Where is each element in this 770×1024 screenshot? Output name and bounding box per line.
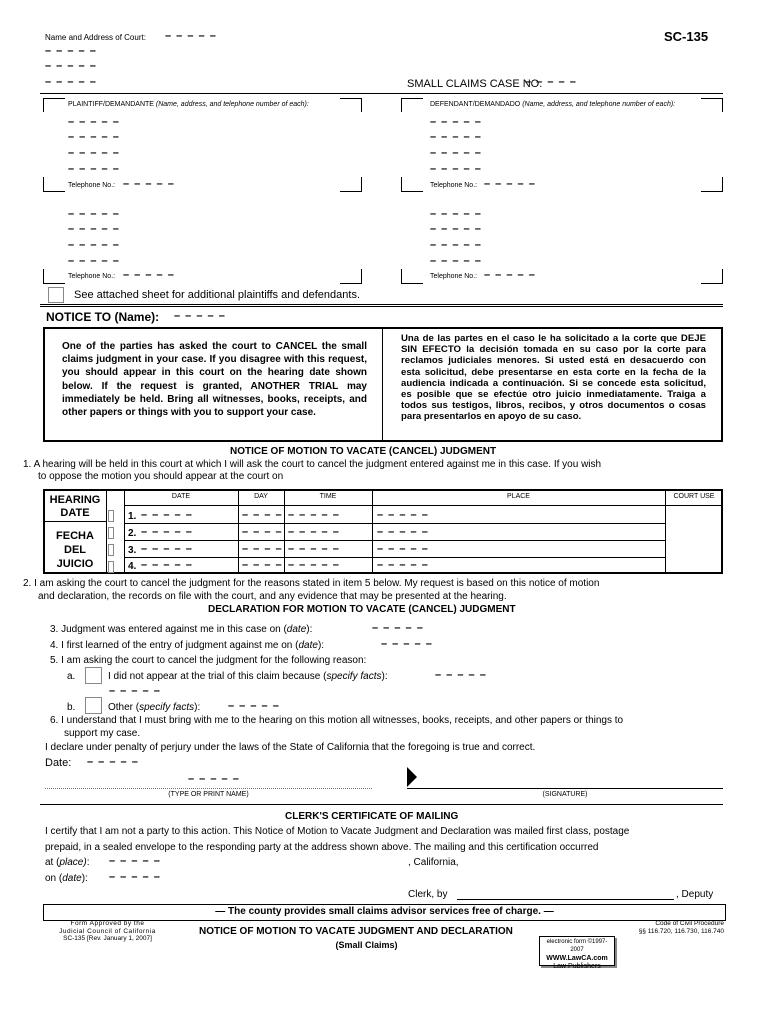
item3-text: 3. Judgment was entered against me in this case on (date):	[50, 624, 313, 635]
row1-checkbox[interactable]	[108, 510, 114, 522]
plaintiff2-telephone-label: Telephone No.:	[68, 273, 116, 280]
date-label: Date:	[45, 757, 72, 769]
plaintiff1-telephone-label: Telephone No.:	[68, 182, 116, 189]
code-of-civil-procedure: Code of Civil Procedure §§ 116.720, 116.730, 116.740	[638, 920, 724, 935]
row1-number: 1.	[128, 511, 137, 522]
defendant1-telephone-label: Telephone No.:	[430, 182, 478, 189]
at-place-label: at (place):	[45, 857, 90, 868]
attached-sheet-label: See attached sheet for additional plaintiffs and defendants.	[74, 289, 361, 301]
plaintiff2-line4[interactable]: – – – – –	[68, 255, 120, 267]
row2-place[interactable]: – – – – –	[377, 526, 429, 538]
clerk-line2: prepaid, in a sealed envelope to the responding party at the address shown above. The mailing and this certification occurred	[45, 842, 599, 853]
california-label: , California,	[408, 857, 459, 868]
plaintiff1-line2[interactable]: – – – – –	[68, 131, 120, 143]
row1-day[interactable]: – – – –	[242, 509, 283, 521]
declaration-date-field[interactable]: – – – – –	[87, 756, 139, 768]
row3-number: 3.	[128, 545, 137, 556]
item5a-letter: a.	[67, 671, 76, 682]
notice-to-label: NOTICE TO (Name):	[46, 310, 160, 324]
place-field[interactable]: – – – – –	[109, 855, 161, 867]
item5a-facts-field-2[interactable]: – – – – –	[109, 685, 161, 697]
deputy-label: , Deputy	[676, 889, 714, 900]
learned-date-field[interactable]: – – – – –	[381, 638, 433, 650]
plaintiff2-line2[interactable]: – – – – –	[68, 223, 120, 235]
defendant1-line3[interactable]: – – – – –	[430, 147, 482, 159]
row3-checkbox[interactable]	[108, 544, 114, 556]
clerk-line1: I certify that I am not a party to this action. This Notice of Motion to Vacate Judgment and Declaration was mailed first class, postage	[45, 826, 630, 837]
plaintiff2-line3[interactable]: – – – – –	[68, 239, 120, 251]
mailing-date-field[interactable]: – – – – –	[109, 871, 161, 883]
on-date-label: on (date):	[45, 873, 88, 884]
row3-day[interactable]: – – – –	[242, 543, 283, 555]
col-place-header: PLACE	[507, 493, 530, 500]
item6-line2: support my case.	[64, 728, 141, 739]
defendant2-line4[interactable]: – – – – –	[430, 255, 482, 267]
defendant1-line2[interactable]: – – – – –	[430, 131, 482, 143]
signature-label: (SIGNATURE)	[542, 791, 588, 798]
item6-line1: 6. I understand that I must bring with me to the hearing on this motion all witnesses, books, receipts, and other papers or things to	[50, 715, 624, 726]
defendant2-line2[interactable]: – – – – –	[430, 223, 482, 235]
plaintiff1-telephone-field[interactable]: – – – – –	[123, 178, 175, 190]
clerk-title: CLERK'S CERTIFICATE OF MAILING	[285, 811, 459, 822]
item5a-facts-field[interactable]: – – – – –	[435, 669, 487, 681]
item5b-letter: b.	[67, 702, 76, 713]
notice-english: One of the parties has asked the court to CANCEL the small claims judgment in your case. If you disagree with this request, you should appear in this court on the hearing date shown below. If the request is granted, ANOTHER TRIAL may immediately be held. Bring all witnesses, books, receipts, and other papers or things with you to support your case.	[62, 341, 367, 419]
item5b-text: Other (specify facts):	[108, 702, 201, 713]
hearing-date-label: HEARING DATE	[49, 494, 101, 519]
col-court-use-header: COURT USE	[673, 493, 715, 500]
fecha-del-juicio-label: FECHA DEL JUICIO	[56, 530, 94, 570]
row1-place[interactable]: – – – – –	[377, 509, 429, 521]
defendant2-telephone-label: Telephone No.:	[430, 273, 478, 280]
attached-sheet-checkbox[interactable]	[48, 287, 64, 303]
row1-date[interactable]: – – – – –	[141, 509, 193, 521]
case-number-field[interactable]: – – – – –	[525, 76, 577, 88]
declaration-title: DECLARATION FOR MOTION TO VACATE (CANCEL) JUDGMENT	[208, 604, 516, 615]
plaintiff1-line3[interactable]: – – – – –	[68, 147, 120, 159]
clerk-by-label: Clerk, by	[408, 889, 448, 900]
footer-form-subtitle: (Small Claims)	[335, 940, 398, 950]
plaintiff2-telephone-field[interactable]: – – – – –	[123, 269, 175, 281]
defendant-label: DEFENDANT/DEMANDADO (Name, address, and telephone number of each):	[430, 101, 676, 108]
row2-number: 2.	[128, 528, 137, 539]
row4-place[interactable]: – – – – –	[377, 559, 429, 571]
row1-time[interactable]: – – – – –	[288, 509, 340, 521]
printed-name-field[interactable]: – – – – –	[188, 773, 240, 785]
item2-line1: 2. I am asking the court to cancel the judgment for the reasons stated in item 5 below. My request is based on this notice of motion	[23, 578, 600, 589]
plaintiff2-line1[interactable]: – – – – –	[68, 208, 120, 220]
row3-place[interactable]: – – – – –	[377, 543, 429, 555]
col-time-header: TIME	[319, 493, 337, 500]
row4-number: 4.	[128, 561, 137, 572]
row3-time[interactable]: – – – – –	[288, 543, 340, 555]
item4-text: 4. I first learned of the entry of judgment against me on (date):	[50, 640, 325, 651]
footer-form-title: NOTICE OF MOTION TO VACATE JUDGMENT AND DECLARATION	[199, 926, 513, 937]
notice-to-field[interactable]: – – – – –	[174, 310, 226, 322]
item1-line2: to oppose the motion you should appear at the court on	[38, 471, 284, 482]
defendant1-line1[interactable]: – – – – –	[430, 116, 482, 128]
motion-title: NOTICE OF MOTION TO VACATE (CANCEL) JUDGMENT	[230, 446, 497, 457]
court-name-field[interactable]: – – – – –	[165, 30, 217, 42]
row2-time[interactable]: – – – – –	[288, 526, 340, 538]
defendant1-telephone-field[interactable]: – – – – –	[484, 178, 536, 190]
item2-line2: and declaration, the records on file with the court, and any evidence that may be presented at the hearing.	[38, 591, 507, 602]
row4-checkbox[interactable]	[108, 561, 114, 573]
item5b-facts-field[interactable]: – – – – –	[228, 700, 280, 712]
court-address-line2[interactable]: – – – – –	[45, 60, 97, 72]
defendant2-line1[interactable]: – – – – –	[430, 208, 482, 220]
item1-line1: 1. A hearing will be held in this court at which I will ask the court to cancel the judgment entered against me in this case. If you wish	[23, 459, 602, 470]
form-number: SC-135	[664, 29, 709, 44]
item5-text: 5. I am asking the court to cancel the judgment for the following reason:	[50, 655, 367, 666]
electronic-form-box: electronic form ©1997-2007 WWW.LawCA.com Law Publishers	[539, 936, 615, 966]
item5a-checkbox[interactable]	[85, 667, 102, 684]
row4-time[interactable]: – – – – –	[288, 559, 340, 571]
item5b-checkbox[interactable]	[85, 697, 102, 714]
row2-date[interactable]: – – – – –	[141, 526, 193, 538]
notice-spanish: Una de las partes en el caso le ha solicitado a la corte que DEJE SIN EFECTO la decisión tomada en su caso por la corte para reclamos judiciales menores. Si usted está en desacuerdo con esta solicitud, debe presentarse en esta corte en la fecha de la audiencia indicada a continuación. Si se concede esta solicitud, es posible que se efectúe otro juicio inmediatamente. Traiga a todos sus testigos, libros, recibos, y otros documentos o cosas para presentarlos en apoyo de su caso.	[401, 333, 706, 423]
row3-date[interactable]: – – – – –	[141, 543, 193, 555]
col-date-header: DATE	[171, 493, 191, 500]
row4-date[interactable]: – – – – –	[141, 559, 193, 571]
signature-arrow-icon	[407, 767, 417, 787]
case-number-label: SMALL CLAIMS CASE NO.	[407, 78, 543, 90]
row2-checkbox[interactable]	[108, 527, 114, 539]
judgment-date-field[interactable]: – – – – –	[372, 622, 424, 634]
item5a-text: I did not appear at the trial of this claim because (specify facts):	[108, 671, 388, 682]
perjury-statement: I declare under penalty of perjury under the laws of the State of California that the foregoing is true and correct.	[45, 742, 536, 753]
defendant1-line4[interactable]: – – – – –	[430, 163, 482, 175]
plaintiff-label: PLAINTIFF/DEMANDANTE (Name, address, and telephone number of each):	[68, 101, 309, 108]
defendant2-line3[interactable]: – – – – –	[430, 239, 482, 251]
advisor-text: — The county provides small claims advisor services free of charge. —	[215, 906, 554, 917]
court-address-line1[interactable]: – – – – –	[45, 45, 97, 57]
type-print-name-label: (TYPE OR PRINT NAME)	[168, 791, 249, 798]
form-approved: Form Approved by the Judicial Council of California SC-135 [Rev. January 1, 2007]	[59, 920, 156, 942]
plaintiff1-line1[interactable]: – – – – –	[68, 116, 120, 128]
row2-day[interactable]: – – – –	[242, 526, 283, 538]
row4-day[interactable]: – – – –	[242, 559, 283, 571]
plaintiff1-line4[interactable]: – – – – –	[68, 163, 120, 175]
signature-field[interactable]	[419, 770, 719, 786]
court-address-line3[interactable]: – – – – –	[45, 76, 97, 88]
clerk-signature-field[interactable]	[457, 899, 674, 900]
court-name-label: Name and Address of Court:	[45, 33, 146, 42]
defendant2-telephone-field[interactable]: – – – – –	[484, 269, 536, 281]
col-day-header: DAY	[254, 493, 268, 500]
